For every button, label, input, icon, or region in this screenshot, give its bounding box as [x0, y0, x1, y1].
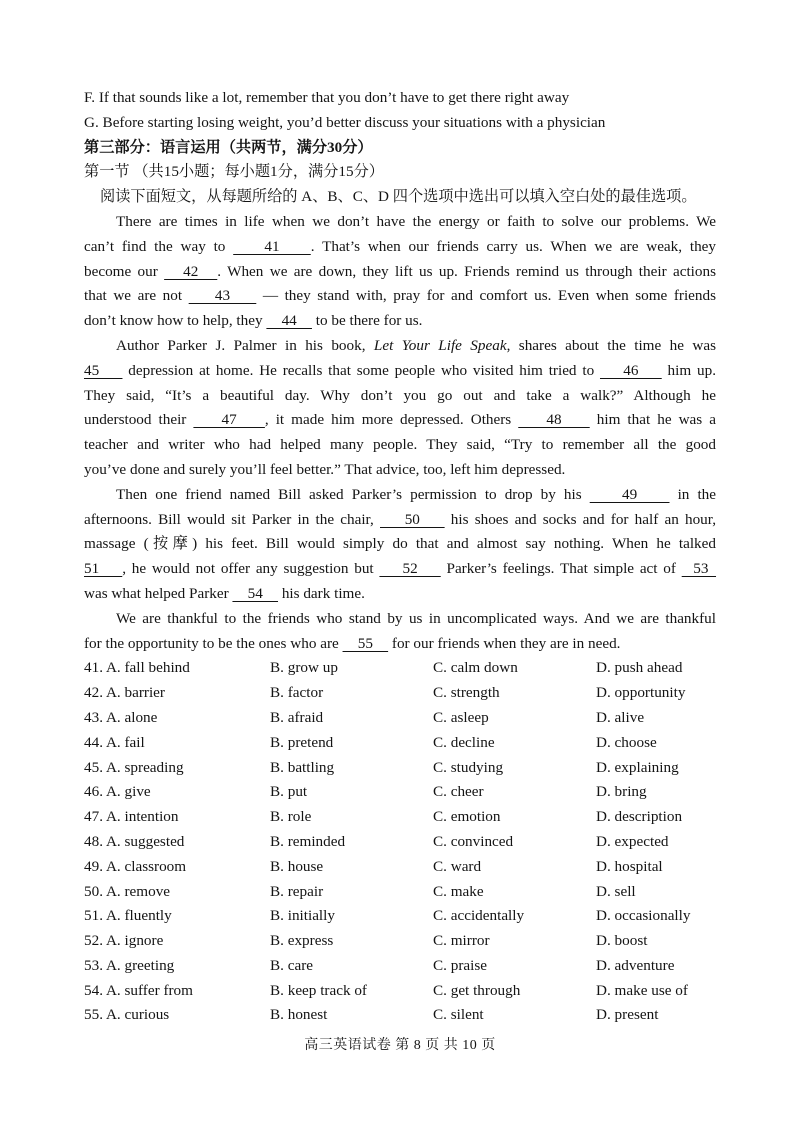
option-row	[84, 855, 716, 880]
text-run: They said, “It’s a beautiful day. Why don’t you go out and take a walk?” Although he	[84, 386, 716, 404]
option-b: B. express	[270, 932, 334, 950]
option-a: 49. A. classroom	[84, 857, 187, 875]
option-d: D. choose	[596, 733, 657, 751]
option-a: 52. A. ignore	[84, 932, 164, 950]
option-a: 53. A. greeting	[84, 956, 175, 974]
option-c: C. calm down	[433, 659, 518, 677]
passage-line	[84, 557, 716, 582]
option-a: 47. A. intention	[84, 808, 179, 826]
text-run: , shares about the time he was	[506, 336, 716, 354]
option-d: D. make use of	[596, 981, 688, 999]
option-f-line: F. If that sounds like a lot, remember that you don’t have to get there right away	[84, 89, 570, 106]
option-b: B. factor	[270, 684, 324, 702]
option-d: D. boost	[596, 932, 648, 950]
option-row	[84, 706, 716, 731]
passage-line	[84, 260, 716, 285]
option-d: D. occasionally	[596, 907, 691, 925]
option-c: C. convinced	[433, 832, 514, 850]
section-title: 第三部分：语言运用（共两节，满分30分）	[84, 138, 373, 156]
text-run: don’t know how to help, they	[84, 312, 267, 330]
text-run: — they stand with, pray for and comfort us. Even when some friends	[256, 287, 717, 305]
option-row	[84, 830, 716, 855]
passage-line	[84, 607, 716, 632]
passage-line	[84, 408, 716, 433]
option-d: D. bring	[596, 783, 647, 801]
option-d: D. expected	[596, 832, 669, 850]
passage-paragraph-4	[84, 607, 716, 657]
option-d: D. hospital	[596, 857, 663, 875]
text-run: . When we are down, they lift us up. Friends remind us through their actions	[217, 262, 716, 280]
option-a: 44. A. fail	[84, 733, 145, 751]
option-a: 46. A. give	[84, 783, 151, 801]
option-c: C. decline	[433, 733, 495, 751]
text-run: depression at home. He recalls that some people who visited him tried to	[122, 361, 600, 379]
option-b: B. role	[270, 808, 312, 826]
text-run: massage (按摩) his feet. Bill would simply do that and almost say nothing. When he talked	[84, 535, 716, 553]
section-instruction: 阅读下面短文，从每题所给的 A、B、C、D 四个选项中选出可以填入空白处的最佳选项。	[100, 188, 697, 206]
option-c: C. mirror	[433, 932, 490, 950]
option-b: B. grow up	[270, 659, 338, 677]
option-a: 45. A. spreading	[84, 758, 184, 776]
option-row	[84, 731, 716, 756]
option-c: C. make	[433, 882, 484, 900]
option-a: 50. A. remove	[84, 882, 171, 900]
blank-49: 49	[589, 485, 670, 503]
option-a: 41. A. fall behind	[84, 659, 190, 677]
text-run: Parker’s feelings. That simple act of	[440, 560, 682, 578]
text-run: teacher and writer who had helped many people. They said, “Try to remember all the good	[84, 436, 716, 454]
passage-paragraph-1	[84, 210, 716, 334]
text-run: become our	[84, 262, 165, 280]
passage-line	[84, 632, 716, 657]
option-c: C. get through	[433, 981, 521, 999]
option-row	[84, 880, 716, 905]
option-c: C. strength	[433, 684, 500, 702]
option-g-line: G. Before starting losing weight, you’d better discuss your situations with a physician	[84, 113, 606, 131]
passage-line	[84, 384, 716, 409]
option-d: D. alive	[596, 708, 645, 726]
text-run: for the opportunity to be the ones who are	[84, 634, 343, 652]
option-d: D. description	[596, 808, 683, 826]
text-run: , he would not offer any suggestion but	[122, 560, 380, 578]
option-a: 48. A. suggested	[84, 832, 185, 850]
option-b: B. pretend	[270, 733, 334, 751]
blank-44: 44	[266, 312, 312, 330]
passage-line	[84, 532, 716, 557]
option-c: C. silent	[433, 1006, 484, 1024]
option-c: C. ward	[433, 857, 482, 875]
blank-46: 46	[599, 361, 662, 379]
text-run: afternoons. Bill would sit Parker in the chair,	[84, 510, 380, 528]
option-c: C. emotion	[433, 808, 501, 826]
passage-paragraph-3	[84, 483, 716, 607]
option-d: D. sell	[596, 882, 636, 900]
blank-50: 50	[380, 510, 445, 528]
book-title: Let Your Life Speak	[373, 336, 507, 354]
text-run: We are thankful to the friends who stand by us in uncomplicated ways. And we are thankful	[116, 609, 716, 627]
option-b: B. keep track of	[270, 981, 367, 999]
option-b: B. battling	[270, 758, 335, 776]
option-b: B. put	[270, 783, 308, 801]
text-run: Author Parker J. Palmer in his book,	[116, 336, 374, 354]
blank-45: 45	[84, 361, 123, 379]
option-row	[84, 805, 716, 830]
option-b: B. initially	[270, 907, 335, 925]
passage-line	[84, 582, 716, 607]
option-a: 55. A. curious	[84, 1006, 170, 1024]
options-list	[84, 656, 716, 1028]
option-b: B. reminded	[270, 832, 346, 850]
option-row	[84, 979, 716, 1004]
text-run: Then one friend named Bill asked Parker’s permission to drop by his	[116, 485, 590, 503]
text-run: for our friends when they are in need.	[388, 634, 621, 652]
option-d: D. explaining	[596, 758, 679, 776]
option-b: B. care	[270, 956, 314, 974]
passage-line	[84, 309, 716, 334]
text-run: his shoes and socks and for half an hour,	[444, 510, 717, 528]
option-row	[84, 929, 716, 954]
option-c: C. asleep	[433, 708, 489, 726]
blank-41: 41	[233, 237, 311, 255]
text-run: was what helped Parker	[84, 584, 233, 602]
passage-line	[84, 235, 716, 260]
passage-line	[84, 210, 716, 235]
text-run: that we are not	[84, 287, 189, 305]
option-row	[84, 954, 716, 979]
option-a: 51. A. fluently	[84, 907, 172, 925]
passage-line	[84, 334, 716, 359]
passage-line	[84, 359, 716, 384]
option-d: D. push ahead	[596, 659, 683, 677]
blank-43: 43	[188, 287, 257, 305]
blank-53: 53	[681, 560, 717, 578]
page-footer: 高三英语试卷 第 8 页 共 10 页	[304, 1038, 496, 1053]
text-run: understood their	[84, 411, 194, 429]
option-b: B. repair	[270, 882, 324, 900]
option-row	[84, 681, 716, 706]
option-a: 54. A. suffer from	[84, 981, 193, 999]
passage-line	[84, 433, 716, 458]
blank-51: 51	[84, 560, 123, 578]
option-b: B. house	[270, 857, 324, 875]
option-c: C. accidentally	[433, 907, 525, 925]
blank-52: 52	[379, 560, 441, 578]
passage-line	[84, 284, 716, 309]
passage-paragraph-2	[84, 334, 716, 483]
option-d: D. adventure	[596, 956, 675, 974]
text-run: you’ve done and surely you’ll feel better.” That advice, too, left him depressed.	[84, 460, 566, 478]
blank-55: 55	[342, 634, 389, 652]
option-row	[84, 1003, 716, 1028]
option-a: 43. A. alone	[84, 708, 158, 726]
text-run: him up.	[661, 361, 716, 379]
option-row	[84, 756, 716, 781]
option-d: D. opportunity	[596, 684, 686, 702]
blank-42: 42	[164, 262, 218, 280]
option-b: B. afraid	[270, 708, 324, 726]
option-row	[84, 780, 716, 805]
option-c: C. cheer	[433, 783, 484, 801]
text-run: . That’s when our friends carry us. When we are weak, they	[310, 237, 717, 255]
passage-line	[84, 483, 716, 508]
blank-54: 54	[232, 584, 279, 602]
passage-line	[84, 458, 716, 483]
option-c: C. studying	[433, 758, 504, 776]
option-b: B. honest	[270, 1006, 328, 1024]
option-row	[84, 656, 716, 681]
text-run: to be there for us.	[311, 312, 423, 330]
option-row	[84, 904, 716, 929]
blank-48: 48	[518, 411, 590, 429]
text-run: his dark time.	[278, 584, 365, 602]
option-d: D. present	[596, 1006, 659, 1024]
exam-page	[84, 86, 716, 1028]
text-run: can’t find the way to	[84, 237, 234, 255]
blank-47: 47	[193, 411, 265, 429]
text-run: There are times in life when we don’t have the energy or faith to solve our problems. We	[116, 212, 716, 230]
text-run: him that he was a	[589, 411, 716, 429]
option-a: 42. A. barrier	[84, 684, 165, 702]
text-run: in the	[669, 485, 717, 503]
option-c: C. praise	[433, 956, 487, 974]
section-subtitle: 第一节 （共15小题；每小题1分，满分15分）	[84, 163, 384, 181]
text-run: , it made him more depressed. Others	[264, 411, 519, 429]
passage-line	[84, 508, 716, 533]
